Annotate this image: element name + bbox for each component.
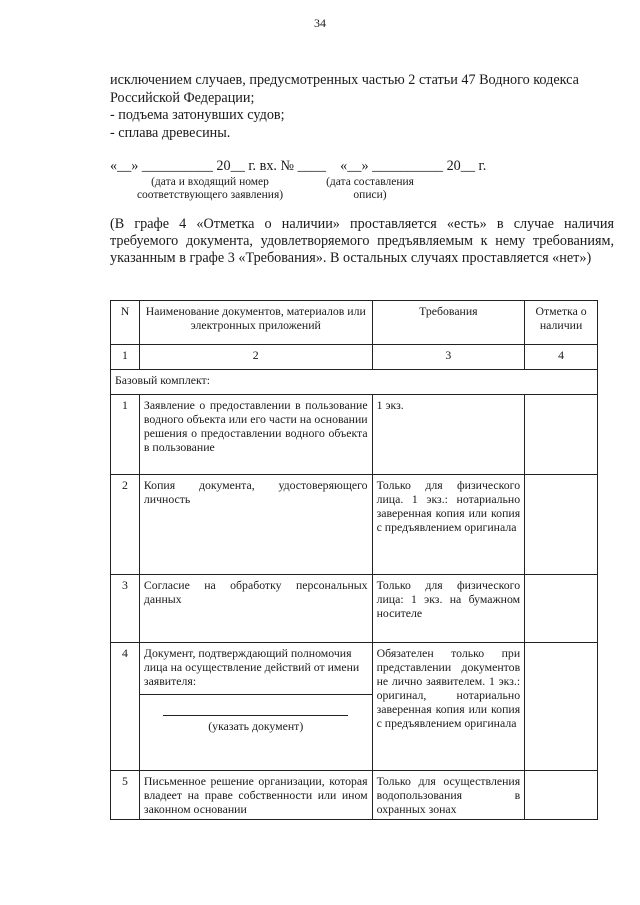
date-line: «__» __________ 20__ г. вх. № ____ «__» __________ 20__ г. [110, 158, 487, 174]
caption-line: (дата составления [326, 176, 414, 188]
document-name: Согласие на обработку персональных данных [139, 575, 372, 643]
document-name: Заявление о предоставлении в пользование водного объекта или его части на основании решения о предоставлении водного объекта в пользование [139, 395, 372, 475]
date-fields [110, 158, 615, 201]
document-requirements: Только для физического лица: 1 экз. на бумажном носителе [372, 575, 525, 643]
caption-line: описи) [353, 189, 387, 201]
header-cell: N [111, 301, 140, 345]
header-cell: Отметка о наличии [525, 301, 598, 345]
column-number-row [111, 345, 598, 370]
caption-line: соответствующего заявления) [136, 189, 284, 201]
presence-mark [525, 575, 598, 643]
row-number: 2 [111, 475, 140, 575]
intro-line: - подъема затонувших судов; [110, 107, 285, 123]
row-number: 5 [111, 771, 140, 820]
date-caption-left [110, 176, 310, 202]
specify-caption: (указать документ) [208, 719, 304, 733]
presence-mark [525, 475, 598, 575]
page-number: 34 [314, 16, 326, 30]
date-caption-right [300, 176, 440, 202]
instruction-note: (В графе 4 «Отметка о наличии» проставляется «есть» в случае наличия требуемого документа, удовлетворяемого предъявляемым к нему требованиям, указанным в графе 3 «Требования». В остальных случаях проставляется «нет») [110, 216, 614, 266]
row-number: 1 [111, 395, 140, 475]
row-number: 3 [111, 575, 140, 643]
intro-line: исключением случаев, предусмотренных частью 2 статьи 47 Водного кодекса [110, 72, 579, 88]
caption-line: (дата и входящий номер [151, 176, 269, 188]
intro-text [110, 72, 615, 142]
table-row [111, 395, 598, 475]
column-number: 2 [139, 345, 372, 370]
table-header-row [111, 301, 598, 345]
column-number: 4 [525, 345, 598, 370]
table-row [111, 771, 598, 820]
column-number: 1 [111, 345, 140, 370]
table-row [111, 475, 598, 575]
document-name: Письменное решение организации, которая владеет на праве собственности или ином законном основании [139, 771, 372, 820]
document-requirements: Только для осуществления водопользования в охранных зонах [372, 771, 525, 820]
document-specify [140, 694, 372, 737]
section-row [111, 370, 598, 395]
table-row [111, 643, 598, 771]
presence-mark [525, 771, 598, 820]
presence-mark [525, 643, 598, 771]
intro-line: - сплава древесины. [110, 124, 231, 141]
document-name-cell [139, 643, 372, 771]
documents-table [110, 300, 598, 820]
table-row [111, 575, 598, 643]
intro-line: Российской Федерации; [110, 89, 255, 106]
document-requirements: Обязателен только при представлении документов не лично заявителем. 1 экз.: оригинал, нотариально заверенная копия или копия с предъявлением оригинала [372, 643, 525, 771]
section-title: Базовый комплект: [111, 370, 598, 395]
header-cell: Требования [372, 301, 525, 345]
document-name: Документ, подтверждающий полномочия лица на осуществление действий от имени заявителя: [143, 646, 360, 688]
fill-in-line [163, 715, 348, 716]
document-requirements: 1 экз. [372, 395, 525, 475]
document-requirements: Только для физического лица. 1 экз.: нотариально заверенная копия или копия с предъявлением оригинала [372, 475, 525, 575]
header-cell: Наименование документов, материалов или электронных приложений [139, 301, 372, 345]
column-number: 3 [372, 345, 525, 370]
document-name: Копия документа, удостоверяющего личность [139, 475, 372, 575]
row-number: 4 [111, 643, 140, 771]
presence-mark [525, 395, 598, 475]
